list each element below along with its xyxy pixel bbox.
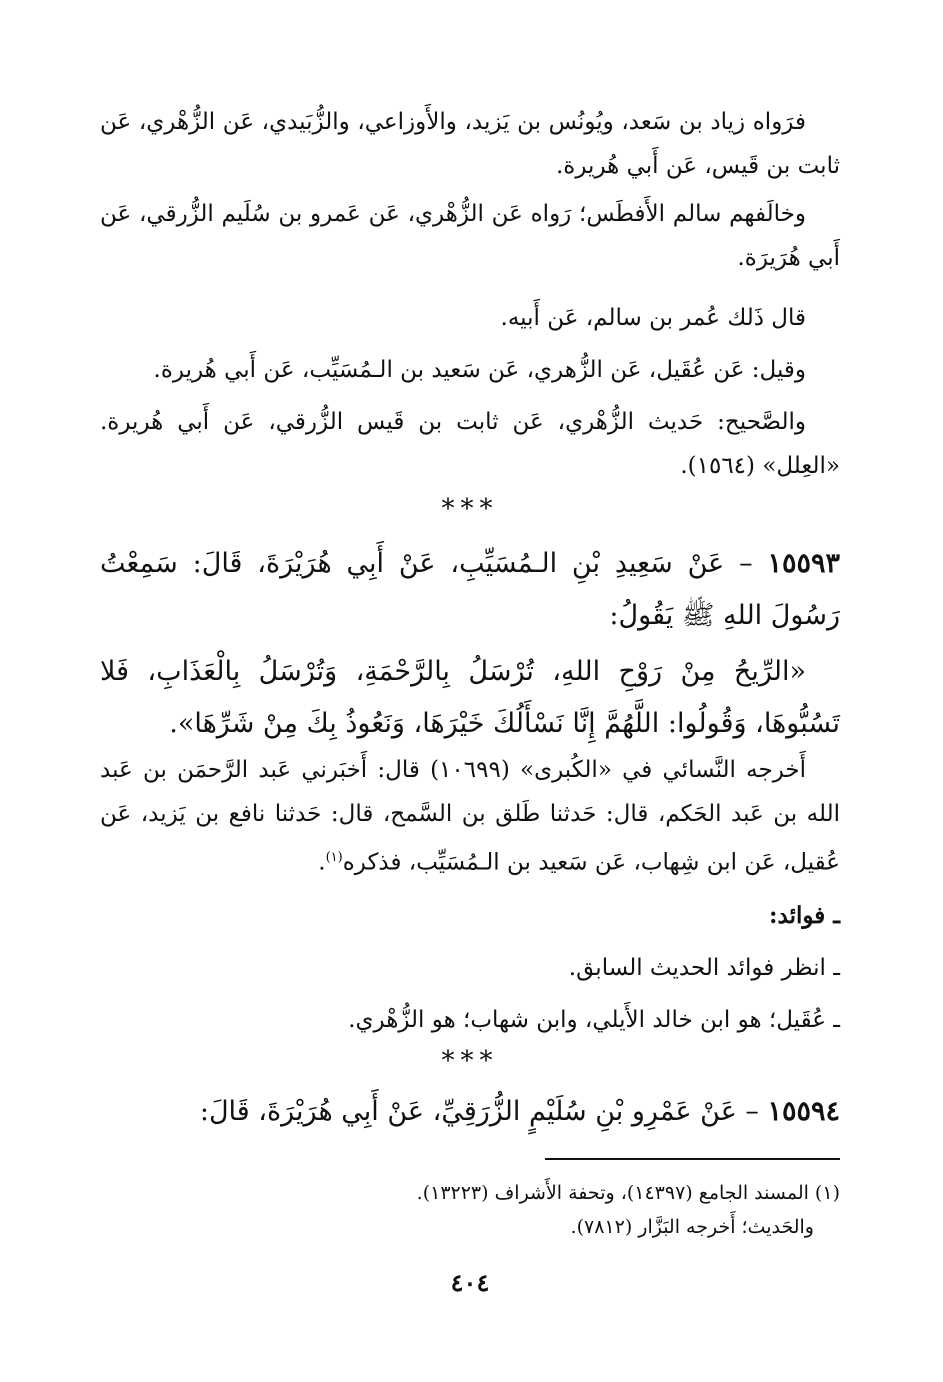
takhrij-text: أَخرجه النَّسائي في «الكُبرى» (١٠٦٩٩) قال: أَخبَرني عَبد الرَّحمَن بن عَبد الله بن عَبد الحَكم، قال: حَدثنا طَلق بن السَّمح، قال: حَدثنا نافع بن يَزيد، عَن عُقيل، عَن ابن شِهاب، عَن سَعيد بن الـمُسَيِّب، فذكره <box>100 757 840 876</box>
hadith-intro: – عَنْ عَمْرِو بْنِ سُلَيْمٍ الزُّرَقِيِّ، عَنْ أَبِي هُرَيْرَةَ، قَالَ: <box>199 1096 759 1127</box>
hadith-number: ١٥٥٩٣ <box>767 548 840 579</box>
paragraph-said-by: قال ذَلك عُمر بن سالم، عَن أَبيه. <box>500 305 806 331</box>
benefits-title: ـ فوائد: <box>769 902 840 929</box>
hadith-15593-takhrij <box>100 748 840 885</box>
book-page <box>100 100 840 1320</box>
benefit-item: ـ عُقَيل؛ هو ابن خالد الأَيلي، وابن شهاب؛ هو الزُّهْري. <box>348 1007 840 1033</box>
footnote-1: (١) المسند الجامع (١٤٣٩٧)، وتحفة الأَشراف (١٣٢٢٣). <box>416 1182 840 1204</box>
paragraph-contradiction: وخالَفهم سالم الأَفطَس؛ رَواه عَن الزُّهْري، عَن عَمرو بن سُلَيم الزُّرقي، عَن أَبي هُرَيرَة. <box>100 201 840 271</box>
hadith-intro: – عَنْ سَعِيدِ بْنِ الـمُسَيِّبِ، عَنْ أَبِي هُرَيْرَةَ، قَالَ: سَمِعْتُ رَسُولَ اللهِ ﷺ يَقُولُ: <box>100 548 840 631</box>
takhrij-end: . <box>318 849 326 876</box>
hadith-15593-text: «الرِّيحُ مِنْ رَوْحِ اللهِ، تُرْسَلُ بِالرَّحْمَةِ، وَتُرْسَلُ بِالْعَذَابِ، فَلا تَسُبُّوهَا، وَقُولُوا: اللَّهُمَّ إِنَّا نَسْأَلُكَ خَيْرَهَا، وَنَعُوذُ بِكَ مِنْ شَرِّهَا». <box>100 656 840 739</box>
footnote-divider <box>545 1158 840 1160</box>
hadith-15594-heading <box>100 1086 840 1138</box>
section-separator: *** <box>441 494 499 524</box>
hadith-number: ١٥٥٩٤ <box>767 1096 840 1127</box>
page-number: ٤٠٤ <box>450 1268 490 1297</box>
footnote-1-continued: والحَديث؛ أَخرجه البَزَّار (٧٨١٢). <box>570 1216 814 1238</box>
paragraph-correct-chain: والصَّحيح: حَديث الزُّهْري، عَن ثابت بن قَيس الزُّرقي، عَن أَبي هُريرة. «العِلل» (١٥٦٤). <box>100 409 840 479</box>
paragraph-narrators: فرَواه زياد بن سَعد، ويُونُس بن يَزيد، والأَوزاعي، والزُّبَيدي، عَن الزُّهْري، عَن ثابت بن قَيس، عَن أَبي هُريرة. <box>100 109 840 179</box>
footnote-reference: (١) <box>325 850 343 865</box>
benefit-item: ـ انظر فوائد الحديث السابق. <box>568 955 840 981</box>
paragraph-also-said: وقيل: عَن عُقَيل، عَن الزُّهري، عَن سَعيد بن الـمُسَيِّب، عَن أَبي هُريرة. <box>153 357 806 383</box>
hadith-15593-heading <box>100 538 840 642</box>
section-separator: *** <box>441 1046 499 1076</box>
